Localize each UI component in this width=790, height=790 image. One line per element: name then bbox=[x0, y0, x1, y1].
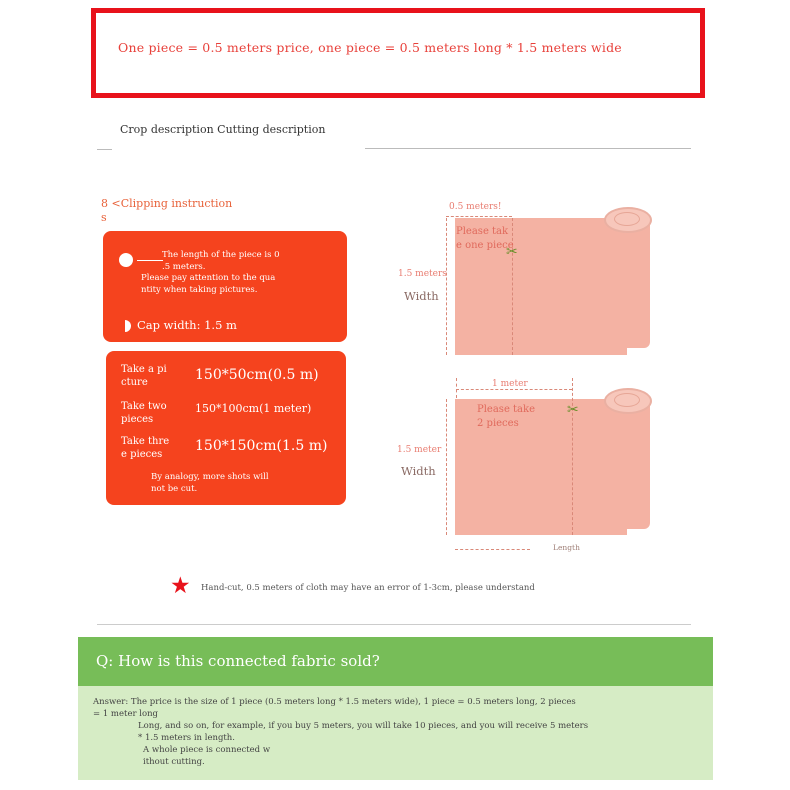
length-line-top bbox=[446, 216, 512, 217]
scissors-icon: ✂ bbox=[506, 244, 518, 260]
top-width-dim: 1.5 meters bbox=[398, 269, 447, 279]
row3-label-line2: e pieces bbox=[121, 448, 163, 460]
divider-short bbox=[97, 149, 112, 150]
cut-line-top bbox=[512, 218, 513, 355]
card1-line1: The length of the piece is 0 bbox=[162, 250, 280, 260]
bullet-line bbox=[137, 260, 163, 261]
divider-long bbox=[365, 148, 691, 149]
roll-core-top bbox=[614, 212, 640, 226]
row2-value: 150*100cm(1 meter) bbox=[195, 402, 312, 415]
card1-line2: .5 meters. bbox=[162, 262, 206, 272]
bottom-take-label-line1: Please take bbox=[477, 404, 535, 415]
star-icon: ★ bbox=[170, 573, 191, 599]
fabric-sheet-top bbox=[455, 218, 627, 355]
height-line-top bbox=[446, 218, 447, 355]
cap-width-text: Cap width: 1.5 m bbox=[137, 318, 237, 332]
section-title: Crop description Cutting description bbox=[120, 123, 326, 136]
row1-value: 150*50cm(0.5 m) bbox=[195, 367, 319, 383]
length-line-bottom bbox=[456, 389, 572, 390]
card2-note-line1: By analogy, more shots will bbox=[151, 472, 269, 482]
card1-line3: Please pay attention to the qua bbox=[141, 273, 276, 283]
row2-label bbox=[121, 401, 167, 426]
answer-line4: * 1.5 meters in length. bbox=[138, 733, 235, 743]
clipping-title-line1: 8 <Clipping instruction bbox=[101, 197, 233, 210]
top-take-label-line2: e one piece bbox=[456, 240, 514, 251]
row2-label-line1: Take two bbox=[121, 401, 167, 412]
roll-core-bottom bbox=[614, 393, 640, 407]
length-baseline-bottom bbox=[455, 549, 530, 550]
scissors-icon: ✂ bbox=[567, 402, 579, 418]
answer-line3: Long, and so on, for example, if you buy 5 meters, you will take 10 pieces, and you will receive 5 meters bbox=[138, 721, 589, 731]
fabric-roll-body-top bbox=[608, 218, 650, 348]
row3-label bbox=[121, 436, 169, 461]
fabric-roll-body-bottom bbox=[608, 399, 650, 529]
top-take-label-line1: Please tak bbox=[456, 226, 509, 237]
answer-line1: Answer: The price is the size of 1 piece (0.5 meters long * 1.5 meters wide), 1 piece = 0.5 meters long, 2 pieces bbox=[93, 697, 576, 707]
answer-line5: A whole piece is connected w bbox=[143, 745, 271, 755]
bottom-length-word: Length bbox=[553, 543, 580, 552]
answer-line2: = 1 meter long bbox=[93, 709, 158, 719]
price-notice-text: One piece = 0.5 meters price, one piece = 0.5 meters long * 1.5 meters wide bbox=[118, 40, 622, 55]
row1-label bbox=[121, 364, 167, 389]
card1-line4: ntity when taking pictures. bbox=[141, 285, 258, 295]
length-tick-left bbox=[456, 378, 457, 398]
top-length-label: 0.5 meters! bbox=[449, 202, 502, 212]
row3-label-line1: Take thre bbox=[121, 436, 170, 447]
row1-label-line1: Take a pi bbox=[121, 364, 167, 375]
bottom-length-label: 1 meter bbox=[492, 379, 528, 389]
row1-label-line2: cture bbox=[121, 376, 148, 388]
bottom-width-word: Width bbox=[401, 464, 436, 478]
divider-bottom bbox=[97, 624, 691, 625]
question-text: Q: How is this connected fabric sold? bbox=[96, 652, 380, 670]
top-width-word: Width bbox=[404, 289, 439, 303]
height-line-bottom bbox=[446, 399, 447, 535]
bullet-dot-icon bbox=[119, 253, 133, 267]
row3-value: 150*150cm(1.5 m) bbox=[195, 438, 328, 454]
hand-cut-notice: Hand-cut, 0.5 meters of cloth may have an error of 1-3cm, please understand bbox=[201, 583, 535, 593]
card2-note-line2: not be cut. bbox=[151, 484, 198, 494]
half-dot-icon bbox=[119, 320, 131, 332]
clipping-title-line2: s bbox=[101, 211, 107, 224]
row2-label-line2: pieces bbox=[121, 413, 154, 425]
bottom-width-dim: 1.5 meter bbox=[397, 445, 442, 455]
bottom-take-label-line2: 2 pieces bbox=[477, 418, 519, 429]
answer-line6: ithout cutting. bbox=[143, 757, 205, 767]
clipping-title bbox=[101, 197, 261, 225]
